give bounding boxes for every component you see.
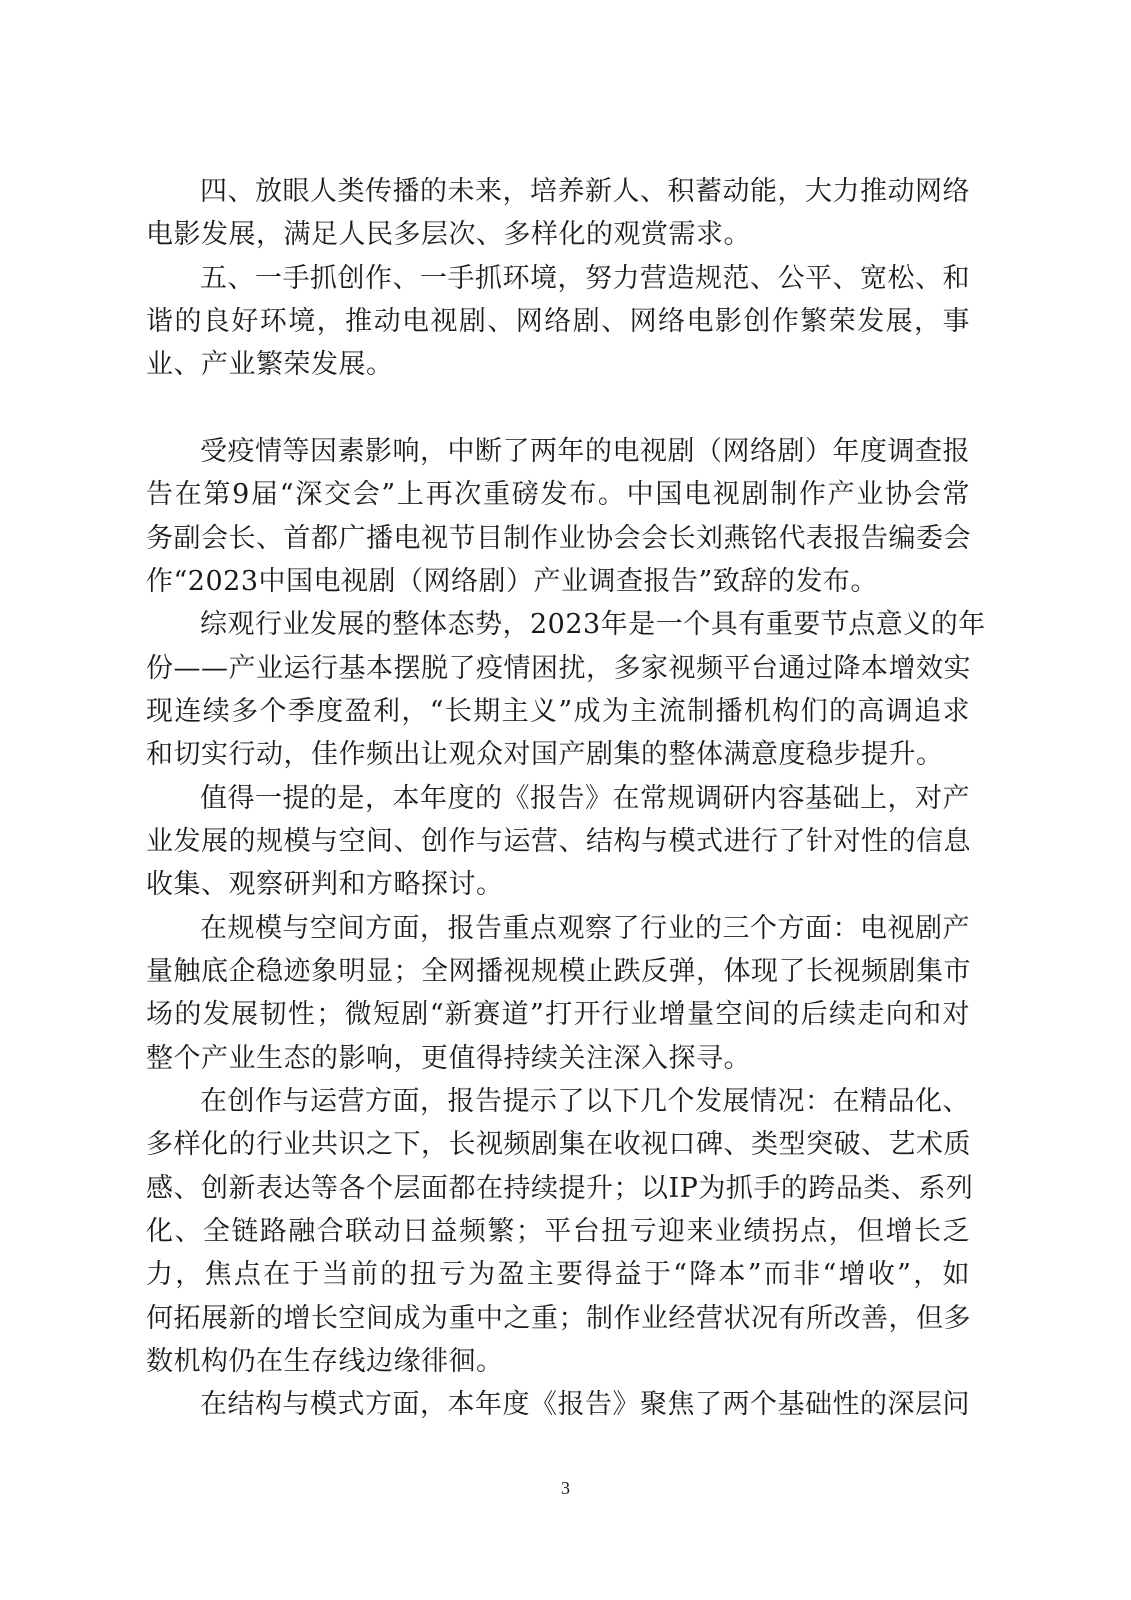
text-line: 谐的良好环境，推动电视剧、网络剧、网络电影创作繁荣发展，事 xyxy=(146,306,970,337)
text-line: 感、创新表达等各个层面都在持续提升；以IP为抓手的跨品类、系列 xyxy=(146,1173,974,1204)
text-line: 告在第9届“深交会”上再次重磅发布。中国电视剧制作产业协会常 xyxy=(146,479,970,510)
text-line: 业发展的规模与空间、创作与运营、结构与模式进行了针对性的信息 xyxy=(146,826,971,857)
text-line: 值得一提的是，本年度的《报告》在常规调研内容基础上，对产 xyxy=(200,783,970,814)
text-line: 数机构仍在生存线边缘徘徊。 xyxy=(146,1346,504,1377)
text-line: 整个产业生态的影响，更值得持续关注深入探寻。 xyxy=(146,1043,751,1074)
page-number: 3 xyxy=(561,1478,570,1498)
text-line: 和切实行动，佳作频出让观众对国产剧集的整体满意度稳步提升。 xyxy=(146,739,944,770)
text-line: 业、产业繁荣发展。 xyxy=(146,349,394,380)
text-line: 电影发展，满足人民多层次、多样化的观赏需求。 xyxy=(146,219,751,250)
text-line: 何拓展新的增长空间成为重中之重；制作业经营状况有所改善，但多 xyxy=(146,1303,971,1334)
text-line: 综观行业发展的整体态势，2023年是一个具有重要节点意义的年 xyxy=(200,609,986,640)
text-line: 在规模与空间方面，报告重点观察了行业的三个方面：电视剧产 xyxy=(200,913,970,944)
text-line: 四、放眼人类传播的未来，培养新人、积蓄动能，大力推动网络 xyxy=(200,176,970,207)
text-line: 作“2023中国电视剧（网络剧）产业调查报告”致辞的发布。 xyxy=(146,566,878,597)
text-line: 现连续多个季度盈利，“长期主义”成为主流制播机构们的高调追求 xyxy=(146,696,970,727)
text-line: 份——产业运行基本摆脱了疫情困扰，多家视频平台通过降本增效实 xyxy=(146,653,971,684)
text-line: 在创作与运营方面，报告提示了以下几个发展情况：在精品化、 xyxy=(200,1086,970,1117)
text-line: 受疫情等因素影响，中断了两年的电视剧（网络剧）年度调查报 xyxy=(200,436,970,467)
text-line: 多样化的行业共识之下，长视频剧集在收视口碑、类型突破、艺术质 xyxy=(146,1129,971,1160)
text-line: 场的发展韧性；微短剧“新赛道”打开行业增量空间的后续走向和对 xyxy=(146,999,970,1030)
text-line: 收集、观察研判和方略探讨。 xyxy=(146,869,504,900)
text-line: 五、一手抓创作、一手抓环境，努力营造规范、公平、宽松、和 xyxy=(200,263,970,294)
text-line: 量触底企稳迹象明显；全网播视规模止跌反弹，体现了长视频剧集市 xyxy=(146,956,971,987)
text-line: 在结构与模式方面，本年度《报告》聚焦了两个基础性的深层问 xyxy=(200,1389,970,1420)
text-line: 务副会长、首都广播电视节目制作业协会会长刘燕铭代表报告编委会 xyxy=(146,523,971,554)
text-line: 化、全链路融合联动日益频繁；平台扭亏迎来业绩拐点，但增长乏 xyxy=(146,1216,970,1247)
text-line: 力，焦点在于当前的扭亏为盈主要得益于“降本”而非“增收”，如 xyxy=(146,1259,970,1290)
